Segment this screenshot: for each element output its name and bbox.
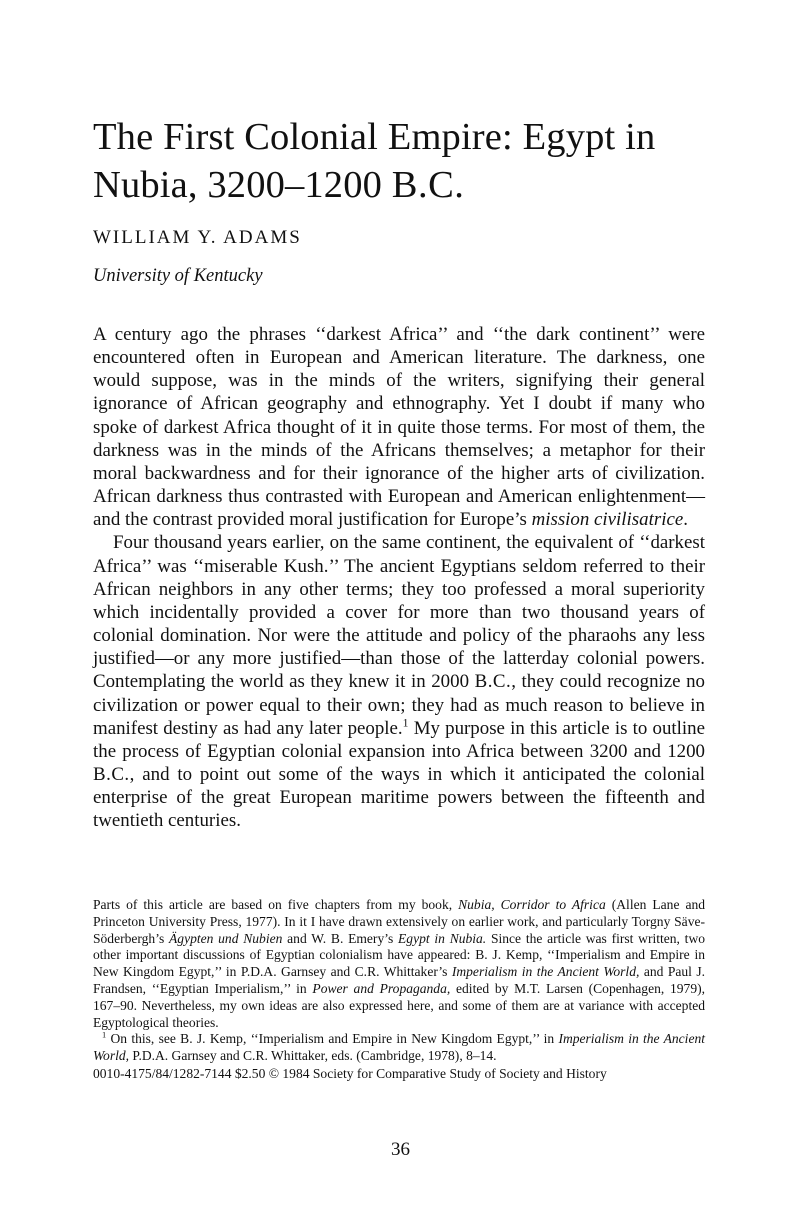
- footnote-ref[interactable]: 1: [402, 716, 409, 730]
- note-text: edited by M.T. Larsen (Copenhagen, 1979), 167–90. Nevertheless, my own ideas are also expressed here, and some of them are at variance with accepted Egyptological theories.: [93, 980, 706, 1030]
- book-title: Egypt in Nubia.: [398, 930, 487, 946]
- paragraph-text: My purpose in this article is to outline the process of Egyptian colonial expansion into Africa between 3200 and 1200: [93, 717, 705, 762]
- source-note: [93, 897, 705, 1031]
- note-text: Since the article was first written, two other important discussions of Egyptian colonialism have appeared: B. J. Kemp, ‘‘Imperialism and Empire in New Kingdom Egypt,’’ in P.D.A. Garnsey and C.R. Whittaker’s: [93, 930, 705, 980]
- title-text: The First Colonial Empire: Egypt in Nubia, 3200–1200: [93, 116, 656, 206]
- paragraph-text: , and to point out some of the ways in which it anticipated the colonial enterprise of the great European maritime powers between the fifteenth and twentieth centuries.: [93, 763, 705, 832]
- body-paragraph: [93, 323, 705, 531]
- note-text: On this, see B. J. Kemp, ‘‘Imperialism and Empire in New Kingdom Egypt,’’ in: [110, 1031, 555, 1047]
- book-title: Ägypten und Nubien: [169, 930, 283, 946]
- paragraph-text: , they could recognize no civilization or power equal to their own; they had as much reason to believe in manifest destiny as had any later people.: [93, 671, 705, 739]
- note-text: (Allen Lane and Princeton University Press, 1977). In it I have drawn extensively on earlier work, and particularly Torgny Säve-Söderbergh’s: [93, 897, 706, 946]
- footnotes-section: [93, 897, 705, 1083]
- page-number: 36: [391, 1139, 410, 1160]
- italic-phrase: mission civilisatrice: [531, 509, 684, 531]
- article-title: [93, 113, 733, 209]
- book-title: Nubia, Corridor to Africa: [458, 897, 606, 912]
- paragraph-text: A century ago the phrases ‘‘darkest Africa’’ and ‘‘the dark continent’’ were encountered often in European and American literature. The darkness, one would suppose, was in the minds of the writers, signifying their general ignorance of African geography and ethnography. Yet I doubt if many who spoke of darkest Africa thought of it in quite those terms. For most of them, the darkness was in the minds of the Africans themselves; a metaphor for their moral backwardness and for their ignorance of the higher arts of civilization. African darkness thus contrasted with European and American enlightenment—and the contrast provided moral justification for Europe’s: [93, 324, 705, 531]
- article-body: [93, 323, 705, 832]
- era-abbrev: B.C.: [93, 763, 130, 785]
- body-paragraph: [93, 531, 705, 832]
- book-title: Imperialism in the Ancient World,: [93, 1031, 705, 1064]
- author-affiliation: University of Kentucky: [93, 266, 263, 286]
- note-text: and Paul J. Frandsen, ‘‘Egyptian Imperialism,’’ in: [93, 964, 706, 996]
- note-text: Parts of this article are based on five chapters from my book,: [93, 897, 453, 912]
- paragraph-text: Four thousand years earlier, on the same continent, the equivalent of ‘‘darkest Africa’’ was ‘‘miserable Kush.’’ The ancient Egyptians seldom referred to their African neighbors in any other terms; they too professed a moral superiority which incidentally provided a cover for more than two thousand years of colonial domination. Nor were the attitude and policy of the pharaohs any less justified—or any more justified—than those of the latterday colonial powers. Contemplating the world as they knew it in 2000: [93, 532, 705, 693]
- copyright-line: 0010-4175/84/1282-7144 $2.50 © 1984 Society for Comparative Study of Society and History: [93, 1065, 607, 1081]
- note-text: and W. B. Emery’s: [287, 930, 394, 946]
- footnote-1: [93, 1031, 705, 1065]
- era-abbrev: B.C.: [474, 671, 512, 693]
- title-era: B.C.: [391, 164, 465, 206]
- footnote-number: 1: [102, 1030, 107, 1040]
- note-text: P.D.A. Garnsey and C.R. Whittaker, eds. (Cambridge, 1978), 8–14.: [132, 1048, 497, 1064]
- book-title: Power and Propaganda,: [312, 980, 451, 996]
- book-title: Imperialism in the Ancient World,: [451, 964, 640, 980]
- paragraph-end: .: [683, 509, 688, 531]
- author-name: WILLIAM Y. ADAMS: [93, 227, 302, 248]
